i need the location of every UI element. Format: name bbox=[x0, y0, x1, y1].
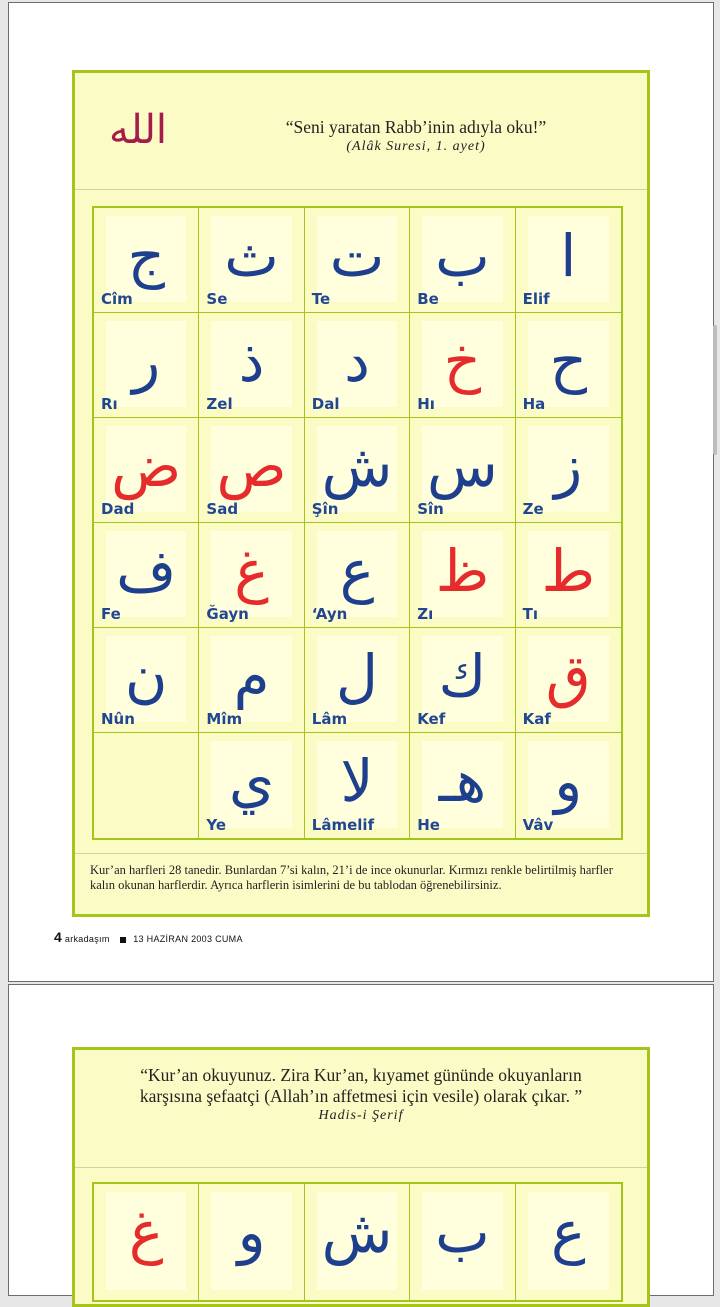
quote-block bbox=[205, 117, 627, 156]
letter-name: Tı bbox=[522, 605, 538, 623]
letter-name: Fe bbox=[101, 605, 121, 623]
arabic-letter: ر bbox=[132, 327, 161, 395]
page-footer bbox=[54, 929, 243, 945]
letter-cell bbox=[516, 628, 621, 733]
letter-name: Zel bbox=[206, 395, 233, 413]
letter-name: Ye bbox=[206, 816, 227, 834]
arabic-letter: ز bbox=[554, 432, 583, 500]
letter-cell bbox=[199, 1184, 304, 1300]
letter-cell bbox=[410, 733, 515, 838]
quote-source: (Alâk Suresi, 1. ayet) bbox=[346, 139, 486, 154]
arabic-letter: ف bbox=[116, 537, 177, 605]
arabic-letter: ع bbox=[550, 1198, 586, 1266]
letter-name: Sad bbox=[206, 500, 239, 518]
document-page-2 bbox=[8, 984, 714, 1296]
letter-name: Kaf bbox=[522, 710, 551, 728]
letter-name: Lâm bbox=[311, 710, 348, 728]
letter-cell bbox=[305, 628, 410, 733]
letter-cell bbox=[410, 1184, 515, 1300]
arabic-letter: ث bbox=[224, 222, 279, 290]
letter-name: Ze bbox=[522, 500, 544, 518]
arabic-letter: هـ bbox=[438, 747, 487, 815]
arabic-letter: ط bbox=[541, 537, 596, 605]
letter-cell bbox=[305, 208, 410, 313]
letter-cell bbox=[199, 208, 304, 313]
letter-cell bbox=[410, 418, 515, 523]
letter-cell bbox=[199, 418, 304, 523]
letter-name: Sîn bbox=[417, 500, 444, 518]
letter-name: Lâmelif bbox=[311, 816, 375, 834]
letter-cell bbox=[94, 733, 199, 838]
arabic-letter: خ bbox=[443, 327, 482, 395]
arabic-letter: ا bbox=[560, 222, 577, 290]
sheet-header bbox=[75, 1050, 647, 1168]
scrollbar[interactable] bbox=[713, 325, 717, 455]
hadith-text: “Kur’an okuyunuz. Zira Kur’an, kıyamet gününde okuyanların karşısına şefaatçi (Allah’ın affetmesi için vesile) olarak çıkar. ” bbox=[139, 1065, 583, 1106]
letter-name: Dal bbox=[311, 395, 340, 413]
arabic-letter: و bbox=[237, 1198, 266, 1266]
letter-cell bbox=[410, 208, 515, 313]
arabic-letter: ي bbox=[228, 747, 275, 815]
square-bullet-icon bbox=[120, 937, 126, 943]
arabic-letter: م bbox=[233, 642, 270, 710]
arabic-letter: د bbox=[344, 327, 370, 395]
letter-cell bbox=[94, 418, 199, 523]
letter-cell bbox=[516, 1184, 621, 1300]
hadith-block bbox=[115, 1065, 607, 1125]
letter-name: Vâv bbox=[522, 816, 554, 834]
arabic-letter: ت bbox=[329, 222, 385, 290]
footnote: Kur’an harfleri 28 tanedir. Bunlardan 7’si kalın, 21’i de ince okunurlar. Kırmızı renkle belirtilmiş harfler kalın okunan harflerdir. Ayrıca harflerin isimlerini de bu tablodan öğrenebilirsiniz. bbox=[75, 853, 647, 893]
letter-name: Ha bbox=[522, 395, 546, 413]
letter-name: Te bbox=[311, 290, 331, 308]
arabic-letter: غ bbox=[128, 1198, 164, 1266]
letter-cell bbox=[94, 628, 199, 733]
letter-name: Dad bbox=[101, 500, 135, 518]
letter-name: Rı bbox=[101, 395, 118, 413]
allah-calligraphy: الله bbox=[109, 107, 167, 153]
publication-name: arkadaşım bbox=[64, 934, 110, 944]
arabic-letter: ص bbox=[216, 432, 287, 500]
letter-cell bbox=[305, 1184, 410, 1300]
arabic-letter: ظ bbox=[435, 537, 490, 605]
exercise-sheet bbox=[72, 1047, 650, 1307]
letter-name: Kef bbox=[417, 710, 446, 728]
letter-cell bbox=[199, 628, 304, 733]
letter-cell bbox=[305, 313, 410, 418]
arabic-letter: ب bbox=[435, 222, 490, 290]
letter-cell bbox=[305, 523, 410, 628]
arabic-letter: و bbox=[554, 747, 583, 815]
letter-name: Elif bbox=[522, 290, 550, 308]
letter-cell bbox=[305, 418, 410, 523]
document-page-1 bbox=[8, 2, 714, 982]
letter-grid bbox=[92, 1182, 623, 1302]
arabic-letter: ب bbox=[435, 1198, 490, 1266]
letter-name: Hı bbox=[417, 395, 435, 413]
arabic-letter: ك bbox=[438, 642, 487, 710]
letter-name: Nûn bbox=[101, 710, 135, 728]
arabic-letter: غ bbox=[234, 537, 269, 605]
letter-cell bbox=[94, 313, 199, 418]
letter-cell bbox=[94, 208, 199, 313]
arabic-letter: ذ bbox=[238, 327, 265, 395]
letter-cell bbox=[516, 523, 621, 628]
arabic-letter: ح bbox=[549, 327, 588, 395]
arabic-letter: ج bbox=[127, 222, 165, 290]
arabic-letter: لا bbox=[340, 747, 374, 815]
letter-name: Zı bbox=[417, 605, 434, 623]
letter-grid bbox=[92, 206, 623, 840]
letter-cell bbox=[516, 313, 621, 418]
letter-cell bbox=[516, 208, 621, 313]
arabic-letter: ش bbox=[321, 1198, 393, 1266]
arabic-letter: ض bbox=[111, 432, 182, 500]
letter-cell bbox=[410, 313, 515, 418]
arabic-letter: ق bbox=[545, 642, 591, 710]
letter-name: Ğayn bbox=[206, 605, 249, 623]
arabic-letter: ع bbox=[339, 537, 375, 605]
letter-name: Şîn bbox=[311, 500, 339, 518]
sheet-header bbox=[75, 73, 647, 190]
letter-cell bbox=[199, 733, 304, 838]
arabic-letter: ش bbox=[321, 432, 393, 500]
arabic-letter: ل bbox=[335, 642, 379, 710]
letter-cell bbox=[94, 1184, 199, 1300]
arabic-letter: ن bbox=[124, 642, 168, 710]
arabic-letter: س bbox=[426, 432, 498, 500]
letter-name: Se bbox=[206, 290, 228, 308]
letter-name: Mîm bbox=[206, 710, 243, 728]
letter-name: Cîm bbox=[101, 290, 133, 308]
letter-name: Be bbox=[417, 290, 439, 308]
letter-name: ‘Ayn bbox=[311, 605, 348, 623]
letter-cell bbox=[516, 418, 621, 523]
letter-cell bbox=[199, 313, 304, 418]
publication-date: 13 HAZİRAN 2003 CUMA bbox=[133, 934, 243, 944]
quote-text: “Seni yaratan Rabb’inin adıyla oku!” bbox=[285, 117, 547, 137]
letter-cell bbox=[516, 733, 621, 838]
letter-cell bbox=[94, 523, 199, 628]
letter-cell bbox=[199, 523, 304, 628]
alphabet-sheet bbox=[72, 70, 650, 917]
letter-cell bbox=[305, 733, 410, 838]
letter-cell bbox=[410, 523, 515, 628]
hadith-source: Hadis-i Şerif bbox=[318, 1108, 404, 1123]
page-number: 4 bbox=[54, 929, 63, 945]
letter-name: He bbox=[417, 816, 440, 834]
letter-cell bbox=[410, 628, 515, 733]
